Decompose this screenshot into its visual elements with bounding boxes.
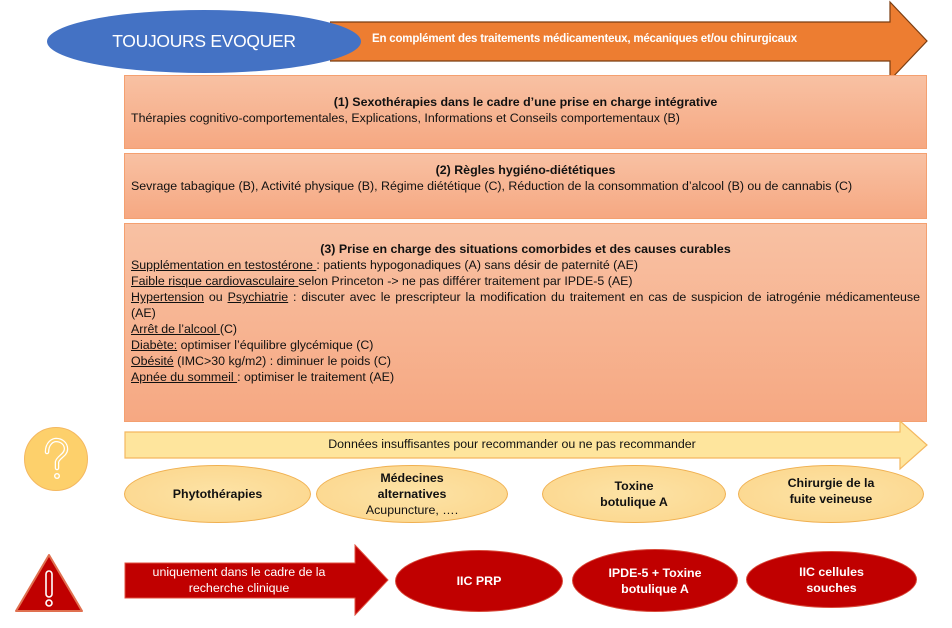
phytotherapy-ellipse [124,465,311,523]
alternative-medicine-ellipse [316,465,508,523]
comorbidity-item [131,289,926,321]
phytotherapy-label: Phytothérapies [172,487,263,501]
comorbidity-item [131,369,926,385]
comorbidity-item [131,257,926,273]
sexotherapy-title: (1) Sexothérapies dans le cadre d’une prise en charge intégrative [333,95,718,109]
botulinum-toxin-label: Toxine botulique A [600,479,668,509]
comorbidity-item [131,337,926,353]
hygiene-diet-box [124,153,927,219]
comorbidity-item [131,273,926,289]
ipde5-botulinum-label: IPDE-5 + Toxine botulique A [608,565,702,596]
comorbidity-connector: ou [204,290,228,304]
hygiene-diet-text: Sevrage tabagique (B), Activité physique (B), Régime diététique (C), Réduction de la consommation d’alcool (B) ou de cannabis (C) [131,179,853,193]
venous-leak-surgery-ellipse [738,465,924,523]
venous-leak-surgery-label: Chirurgie de la fuite veineuse [787,476,875,506]
comorbidity-item [131,353,926,369]
iic-prp-ellipse [395,550,563,612]
iic-stem-cells-label: IIC cellules souches [799,564,864,595]
iic-prp-label: IIC PRP [456,574,502,588]
complement-arrow-label: En complément des traitements médicamenteux, mécaniques et/ou chirurgicaux [372,33,797,45]
sexotherapy-text: Thérapies cognitivo-comportementales, Explications, Informations et Conseils comportementaux (B) [131,111,680,125]
comorbidities-title: (3) Prise en charge des situations comorbides et des causes curables [320,242,731,256]
always-consider-label: TOUJOURS EVOQUER [112,31,296,51]
question-icon [24,427,88,491]
comorbidity-term: Diabète: [131,338,178,352]
comorbidity-term: Faible risque cardiovasculaire [131,274,299,288]
comorbidity-detail: (IMC>30 kg/m2) : diminuer le poids (C) [173,354,391,368]
comorbidity-item [131,321,926,337]
comorbidity-detail: selon Princeton -> ne pas différer traitement par IPDE-5 (AE) [298,274,633,288]
always-consider-ellipse [47,10,361,73]
comorbidity-detail: : discuter avec le prescripteur la modification du traitement en cas de suspicion de iatrogénie médicamenteuse (AE) [131,290,920,320]
hygiene-diet-title: (2) Règles hygiéno-diététiques [435,163,616,177]
alternative-medicine-examples: Acupuncture, …. [365,503,459,517]
comorbidity-detail: optimiser l’équilibre glycémique (C) [177,338,374,352]
alternative-medicine-label: Médecines alternatives [377,471,447,501]
insufficient-data-label: Données insuffisantes pour recommander ou ne pas recommander [328,437,696,451]
comorbidity-term: Psychiatrie [227,290,289,304]
comorbidity-detail: (C) [219,322,238,336]
botulinum-toxin-ellipse [542,465,726,523]
comorbidity-term: Obésité [131,354,174,368]
ipde5-botulinum-ellipse [572,549,738,612]
comorbidity-term: Supplémentation en testostérone [131,258,317,272]
iic-stem-cells-ellipse [746,551,917,608]
comorbidity-detail: : patients hypogonadiques (A) sans désir de paternité (AE) [316,258,638,272]
sexotherapy-box [124,75,927,149]
clinical-research-label: uniquement dans le cadre de la recherche clinique [152,565,326,595]
comorbidities-box [124,223,927,422]
comorbidity-term: Hypertension [131,290,205,304]
warning-icon [14,552,84,614]
comorbidity-term: Arrêt de l’alcool [131,322,220,336]
comorbidity-term: Apnée du sommeil [131,370,238,384]
comorbidity-detail: : optimiser le traitement (AE) [237,370,395,384]
